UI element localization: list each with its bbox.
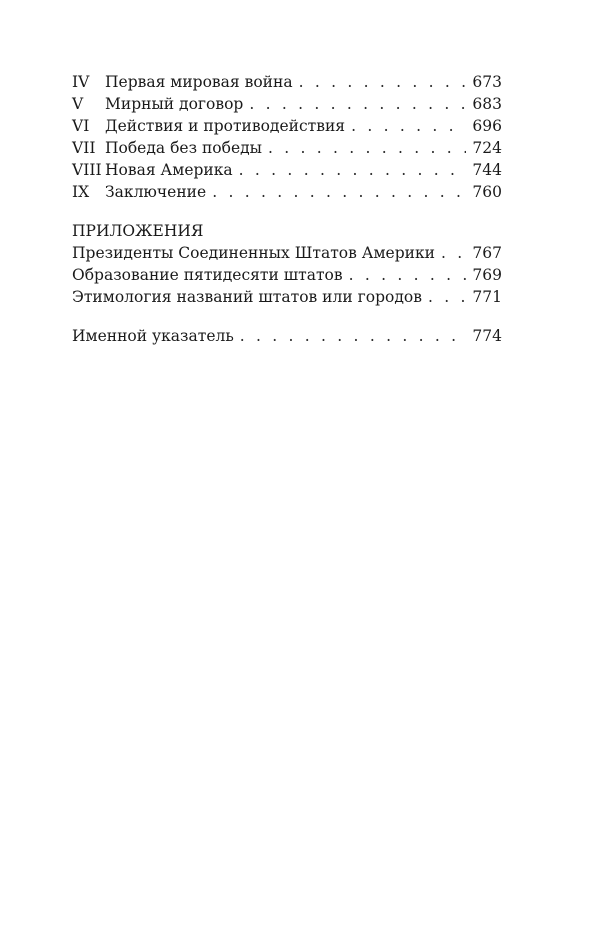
page-number: 744 (472, 161, 502, 179)
chapter-number: VII (72, 139, 96, 157)
appendix-title: Президенты Соединенных Штатов Америки (72, 244, 435, 262)
dot-leader (240, 325, 467, 347)
toc-entry-appendix (72, 242, 502, 264)
chapter-title: Новая Америка (105, 161, 233, 179)
dot-leader (299, 71, 467, 93)
chapter-title: Заключение (105, 183, 207, 201)
appendix-heading: ПРИЛОЖЕНИЯ (72, 222, 204, 240)
page-number: 769 (472, 266, 502, 284)
toc-entry-appendix (72, 264, 502, 286)
chapter-number: IV (72, 73, 90, 91)
chapter-number: IX (72, 183, 90, 201)
chapter-title: Действия и противодействия (105, 117, 346, 135)
dot-leader (351, 115, 466, 137)
toc-entry-chapter (72, 115, 502, 137)
chapter-number: VIII (72, 161, 102, 179)
section-spacer (72, 308, 502, 325)
page-number: 767 (472, 244, 502, 262)
dot-leader (249, 93, 466, 115)
page-number: 771 (472, 288, 502, 306)
page-number: 673 (472, 73, 502, 91)
dot-leader (428, 286, 466, 308)
page-number: 760 (472, 183, 502, 201)
toc-entry-chapter (72, 181, 502, 203)
page-number: 774 (472, 327, 502, 345)
chapter-number: VI (72, 117, 90, 135)
toc-entry-chapter (72, 159, 502, 181)
table-of-contents (72, 71, 502, 347)
toc-entry-index (72, 325, 502, 347)
dot-leader (239, 159, 467, 181)
chapter-title: Первая мировая война (105, 73, 293, 91)
page-number: 683 (472, 95, 502, 113)
appendix-title: Этимология названий штатов или городов (72, 288, 422, 306)
dot-leader (268, 137, 466, 159)
dot-leader (212, 181, 466, 203)
chapter-number: V (72, 95, 84, 113)
toc-entry-chapter (72, 137, 502, 159)
appendix-title: Образование пятидесяти штатов (72, 266, 343, 284)
index-title: Именной указатель (72, 327, 234, 345)
dot-leader (441, 242, 466, 264)
chapter-title: Мирный договор (105, 95, 244, 113)
dot-leader (349, 264, 467, 286)
chapter-title: Победа без победы (105, 139, 262, 157)
toc-entry-chapter (72, 71, 502, 93)
toc-entry-appendix (72, 286, 502, 308)
page-number: 696 (472, 117, 502, 135)
page-number: 724 (472, 139, 502, 157)
toc-entry-chapter (72, 93, 502, 115)
